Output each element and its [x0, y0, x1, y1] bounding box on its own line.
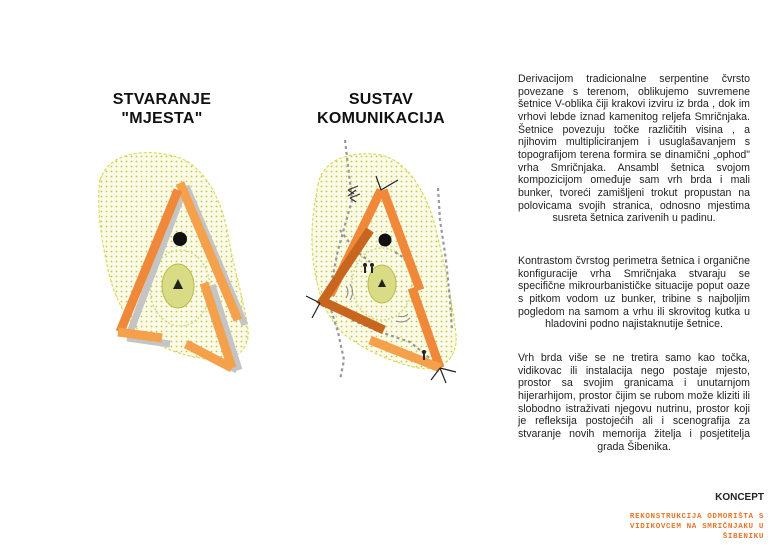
concept-paragraph-1: Derivacijom tradicionalne serpentine čvrsto povezane s terenom, oblikujemo suvremene šetnice V-oblika čiji krakovi izviru iz brda , dok im vrhovi lebde iznad kamenitog reljefa Smričnjaka. Šetnice povezuju točke različitih visina , a njihovim multipliciranjem i usuglašavanjem s topografijom terena formira se dinamični „ophod" vrha Smričnjaka. Ansambl šetnica svojom kompozicijom omeđuje sam vrh brda i mali bunker, tvoreći zamišljeni trokut propustan na polovicama svojih stranica, odnosno mjestima susreta šetnica zarivenih u padinu.: [518, 73, 750, 225]
project-title: REKONSTRUKCIJA ODMORIŠTA S VIDIKOVCEM NA SMRIČNJAKU U ŠIBENIKU: [629, 513, 764, 541]
walkway-bottom-left: [118, 332, 162, 338]
diagram-sustav-komunikacija: [306, 140, 456, 383]
bunker-icon: [173, 232, 187, 246]
section-label: KONCEPT: [715, 492, 764, 503]
hill-area: [312, 154, 456, 369]
diagram-title-sustav-komunikacija: SUSTAV KOMUNIKACIJA: [316, 91, 446, 127]
diagram-title-stvaranje-mjesta: STVARANJE "MJESTA": [112, 91, 212, 127]
concept-paragraph-3: Vrh brda više se ne tretira samo kao točka, vidikovac ili instalacija nego postaje mjesto, prostor sa svojim granicama i unutarnjom hijerarhijom, prostor čijim se rubom može kliziti ili slobodno istraživati njegovu nutrinu, prostor koji je refleksija postojećih ali i scenografija za stvaranje novih memorija žitelja i posjetitelja grada Šibenika.: [518, 352, 750, 453]
concept-paragraph-2: Kontrastom čvrstog perimetra šetnica i organične konfiguracije vrha Smričnjaka stvaraju se specifične mikrourbanističke situacije poput oaze s pitkom vodom uz bunker, tribine s najboljim pogledom na samom a vrhu ili skrovitog kutka u hladovini podno najistaknutije šetnice.: [518, 255, 750, 331]
diagram-stvaranje-mjesta: [99, 153, 248, 370]
bunker-icon: [379, 234, 392, 247]
